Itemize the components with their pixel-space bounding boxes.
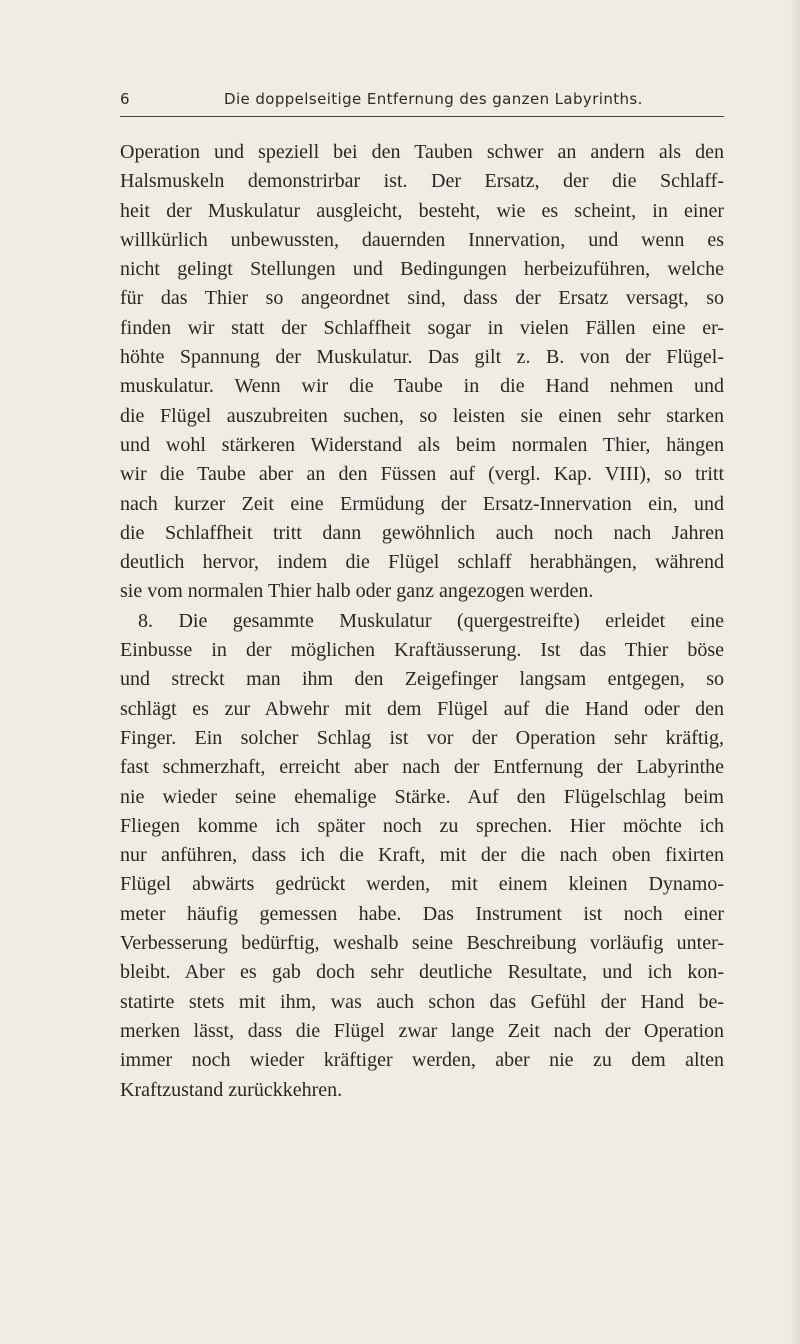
text-line: schlägt es zur Abwehr mit dem Flügel auf die Hand oder den — [120, 697, 724, 720]
text-line: merken lässt, dass die Flügel zwar lange Zeit nach der Operation — [120, 1019, 724, 1042]
text-line: meter häufig gemessen habe. Das Instrument ist noch einer — [120, 902, 724, 925]
running-head — [120, 90, 724, 117]
body-text — [120, 138, 724, 1105]
running-head-title: Die doppelseitige Entfernung des ganzen Labyrinths. — [224, 90, 643, 108]
text-line: nur anführen, dass ich die Kraft, mit der die nach oben fixirten — [120, 844, 724, 867]
text-line: Finger. Ein solcher Schlag ist vor der Operation sehr kräftig, — [120, 726, 724, 749]
text-line: immer noch wieder kräftiger werden, aber nie zu dem alten — [120, 1049, 724, 1072]
text-line: wir die Taube aber an den Füssen auf (vergl. Kap. VIII), so tritt — [120, 463, 724, 486]
page-number: 6 — [120, 90, 130, 108]
text-line: die Flügel auszubreiten suchen, so leisten sie einen sehr starken — [120, 404, 724, 427]
text-line: willkürlich unbewussten, dauernden Innervation, und wenn es — [120, 228, 724, 251]
text-line: nie wieder seine ehemalige Stärke. Auf den Flügelschlag beim — [120, 785, 724, 808]
text-line: fast schmerzhaft, erreicht aber nach der Entfernung der Labyrinthe — [120, 756, 724, 779]
text-line: muskulatur. Wenn wir die Taube in die Hand nehmen und — [120, 375, 724, 398]
text-line: Operation und speziell bei den Tauben schwer an andern als den — [120, 141, 724, 163]
text-line: und wohl stärkeren Widerstand als beim normalen Thier, hängen — [120, 433, 724, 456]
text-line: finden wir statt der Schlaffheit sogar in vielen Fällen eine er- — [120, 316, 724, 339]
paragraph-1 — [120, 138, 724, 607]
text-line: heit der Muskulatur ausgleicht, besteht, wie es scheint, in einer — [120, 199, 724, 222]
page-edge-shadow — [790, 0, 800, 1344]
text-line: Flügel abwärts gedrückt werden, mit einem kleinen Dynamo- — [120, 873, 724, 896]
text-line: 8. Die gesammte Muskulatur (quergestreifte) erleidet eine — [138, 609, 724, 632]
text-line: nach kurzer Zeit eine Ermüdung der Ersatz-Innervation ein, und — [120, 492, 724, 515]
text-line: statirte stets mit ihm, was auch schon das Gefühl der Hand be- — [120, 990, 724, 1013]
text-line: deutlich hervor, indem die Flügel schlaff herabhängen, während — [120, 551, 724, 574]
paragraph-2 — [120, 607, 724, 1105]
text-line: höhte Spannung der Muskulatur. Das gilt z. B. von der Flügel- — [120, 346, 724, 369]
text-line: die Schlaffheit tritt dann gewöhnlich auch noch nach Jahren — [120, 521, 724, 544]
text-line: für das Thier so angeordnet sind, dass der Ersatz versagt, so — [120, 287, 724, 310]
text-line: Verbesserung bedürftig, weshalb seine Beschreibung vorläufig unter- — [120, 932, 724, 955]
text-line: sie vom normalen Thier halb oder ganz angezogen werden. — [120, 580, 594, 603]
text-line: Kraftzustand zurückkehren. — [120, 1078, 343, 1101]
text-line: Einbusse in der möglichen Kraftäusserung. Ist das Thier böse — [120, 639, 724, 662]
text-line: Halsmuskeln demonstrirbar ist. Der Ersatz, der die Schlaff- — [120, 170, 724, 193]
text-line: nicht gelingt Stellungen und Bedingungen herbeizuführen, welche — [120, 258, 724, 281]
text-line: und streckt man ihm den Zeigefinger langsam entgegen, so — [120, 668, 724, 691]
text-line: Fliegen komme ich später noch zu sprechen. Hier möchte ich — [120, 814, 724, 837]
text-line: bleibt. Aber es gab doch sehr deutliche Resultate, und ich kon- — [120, 961, 724, 984]
